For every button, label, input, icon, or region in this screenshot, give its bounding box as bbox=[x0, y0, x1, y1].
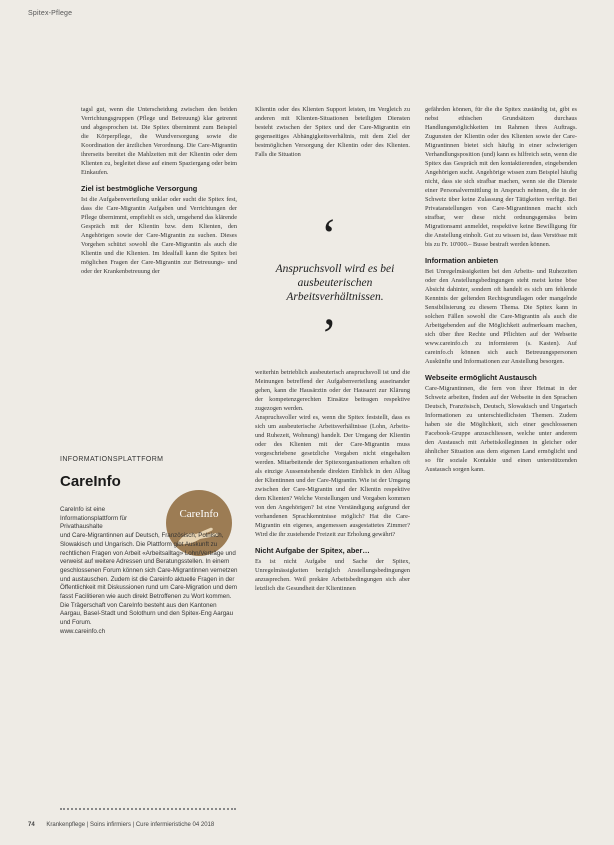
subheading: Ziel ist bestmögliche Versorgung bbox=[81, 184, 198, 193]
paragraph: tagsl gut, wenn die Unterscheidung zwischen den beiden Verrichtungsgruppen (Pflege und Betreuung) klar getrennt und abgesprochen ist. Die Spitex übernimmt zum Beispiel die Körperpflege, die Wundversorgung sowie die Koordination der ärztlichen Verordnung. Die Care-Migrantin ihrerseits bereitet die Mahlzeiten mit der Klientin oder dem Klienten zu, begleitet diese auf einem Spaziergang oder beim Einkaufen. bbox=[81, 106, 237, 176]
info-box-label: INFORMATIONSPLATTFORM bbox=[60, 456, 164, 463]
quote-text: Anspruchsvoll wird es bei ausbeuterischen Arbeitsverhältnissen. bbox=[275, 263, 395, 303]
info-body-text: und Care-Migrantinnen auf Deutsch, Französisch, Polnisch, Slowakisch und Ungarisch. Die Plattform gibt Auskunft zu rechtlichen Fragen von Arbeit «Arbeitsalltag» Lohn/Verträge und verweist auf weitere Adressen und Beratungsstellen. In einem geschlossenen Forum können sich Care-Migrantinnen vernetzen und austauschen. Zudem ist die Careinfo aktuelle Fragen in der Öffentlichkeit mit Diskussionen rund um Care-Migration und dem fasst Facilitieren wie auch direkt Betroffenen zu Wort kommen. Die Trägerschaft von CareInfo besteht aus den Kantonen Aargau, Basel-Stadt und Solothurn und den Spitex-Eng Aargau und Forum. bbox=[60, 532, 238, 627]
page-footer bbox=[28, 822, 214, 828]
paragraph: gefährden können, für die die Spitex zuständig ist, gibt es nebst ethischen Grundsätzen durchaus Handlungsmöglichkeiten im Rahmen ihres Auftrags. Zugunsten der Klientin oder des Klienten sowie der Care-Migrantinnen bietet sich häufig in einer schwierigen Verhandlungsposition (und) kann es hilfreich sein, wenn die Spitex das Gespräch mit den kontaktierenden, eingebenden Angehörigen sucht. Angehörige wissen zum Beispiel häufig nicht, dass sie sich strafbar machen, wenn sie die Dienste einer Personalvermittlung in Anspruch nehmen, die in der Schweiz über keine Zulassung der Tätigkeiten verfügt. Bei Privatanstellungen von Care-Migrantinnen macht sich strafbar, wer diese nicht ordnungsgemäss beim Migrationsamt anmeldet, respektive keine Bewilligung für die Anstellung einholt. Gut zu wissen ist, dass Verstösse mit bis zu Fr. 10'000.– Busse bestraft werden können. bbox=[425, 106, 577, 248]
section-title: Spitex-Pflege bbox=[28, 10, 73, 17]
page-header bbox=[28, 10, 72, 17]
column-1 bbox=[81, 105, 237, 276]
page-number: 74 bbox=[28, 822, 35, 828]
subheading: Webseite ermöglicht Austausch bbox=[425, 373, 537, 382]
subheading: Nicht Aufgabe der Spitex, aber… bbox=[255, 546, 370, 555]
footer-text: Krankenpflege | Soins infirmiers | Cure infermieristiche 04 2018 bbox=[46, 822, 215, 828]
info-box-title: CareInfo bbox=[60, 473, 121, 490]
paragraph: Klientin oder des Klienten Support leisten, im Vergleich zu anderen mit Klienten-Situationen beteiligten Diensten besteht zwischen der Spitex und der Care-Migrantin ein gegenseitiges Abhängigkeitsverhältnis, mit dem Ziel der bestmöglichen Versorgung der Klientin oder des Klienten. Falls die Situation bbox=[255, 106, 410, 158]
paragraph: weiterhin betrieblich ausbeuterisch anspruchsvoll ist und die Meinungen betreffend der Aufgabenverteilung auseinander gehen, kann die Hausärztin oder der Hausarzt zur Klärung der kompetenzgerechten Einsätze beitragen respektive zugezogen werden. bbox=[255, 369, 410, 412]
paragraph: Ist die Aufgabenverteilung unklar oder sucht die Spitex fest, dass die Care-Migrantin Aufgaben und Verrichtungen der Pflege übernimmt, empfiehlt es sich, umgehend das klärende Gespräch mit der Klientin bzw. dem Klienten, den Angehörigen sowie der Care-Migrantin zu suchen. Dieses Vorgehen schützt sowohl die Care-Migrantin als auch die Klientin und die Klienten. Im Idealfall kann die Spitex bei möglichen Fragen der Care-Migrantin zur Betreuungs- und oder der Krankenbetreuung der bbox=[81, 196, 237, 275]
paragraph: Bei Unregelmässigkeiten bei den Arbeits- und Ruhezeiten oder den Anstellungsbedingungen steht meist keine böse Absicht dahinter, sondern oft handelt es sich um fehlende Kenntnis der geltenden Rechtsgrundlagen oder mangelnde Sensibilisierung zu diesem Thema. Die Spitex kann in solchen Fällen sowohl die Care-Migrantin als auch die Arbeitgebenden auf die Möglichkeit aufmerksam machen, sich über ihre Rechte und Pflichten auf der Webseite www.careinfo.ch zu informieren (s. Kasten). Auf careinfo.ch können sich auch Betreuungspersonen Auskünfte und Informationen zur Anstellung besorgen. bbox=[425, 268, 577, 365]
info-box-divider bbox=[60, 808, 236, 810]
column-3 bbox=[425, 105, 577, 474]
logo-text: CareInfo bbox=[179, 508, 219, 520]
info-box-body bbox=[60, 506, 238, 637]
open-quote-icon: ‘ bbox=[321, 209, 337, 262]
paragraph: Care-Migrantinnen, die fern von ihrer Heimat in der Schweiz arbeiten, finden auf der Webseite in den Sprachen Deutsch, Französisch, Deutsch, Slowakisch und Ungarisch Informationen zu unterschiedlichsten Themen. Zudem haben sie die Möglichkeit, sich einer geschlossenen Facebook-Gruppe anzuschliessen, welche unter anderem den Austausch mit Arbeitskolleginnen in gleicher oder ähnlicher Situation aus dem eigenen Land ermöglicht und so für soziale Kontakte und einen unterstützenden Austausch sorgen kann. bbox=[425, 385, 577, 473]
subheading: Information anbieten bbox=[425, 256, 499, 265]
paragraph: Anspruchsvoller wird es, wenn die Spitex feststellt, dass es sich um ausbeuterische Arbeitsverhältnisse (Lohn, Arbeits- und Ruhezeit, Wohnung) handelt. Der Umgang der Klientin oder des Klienten mit der Care-Migrantin muss vorgeschriebene gesetzliche Vorgaben nicht eingehalten werden. Mitarbeitende der Spitexorganisationen erhalten oft als einzige Aussenstehende direkten Einblick in den Alltag der Klientinnen und der Care-Migrantin. Wie ist der Umgang zwischen der Care-Migrantin und der Klientin respektive dem Klienten? Welche Vorstellungen und Vorgaben kommen von den Angehörigen? Ist eine Verständigung aufgrund der vorhandenen Sprachkenntnisse möglich? Hat die Care-Migrantin ein eigenes, angemessen ausgestattetes Zimmer? Wird die ihr zustehende Freizeit zur Erholung gewährt? bbox=[255, 414, 410, 538]
paragraph: Es ist nicht Aufgabe und Sache der Spitex, Unregelmässigkeiten bezüglich Anstellungsbedingungen anzusprechen. Weil prekäre Arbeitsbedingungen sich aber letztlich die Gesundheit der Klientinnen bbox=[255, 558, 410, 592]
info-box bbox=[60, 456, 238, 808]
column-2-continued bbox=[255, 368, 410, 593]
column-2 bbox=[255, 105, 410, 159]
info-body-intro: CareInfo ist eine Informationsplattform für Privathaushalte bbox=[60, 506, 128, 531]
pull-quote bbox=[255, 209, 415, 362]
close-quote-icon: ’ bbox=[321, 309, 337, 362]
careinfo-link[interactable]: www.careinfo.ch bbox=[60, 627, 106, 635]
